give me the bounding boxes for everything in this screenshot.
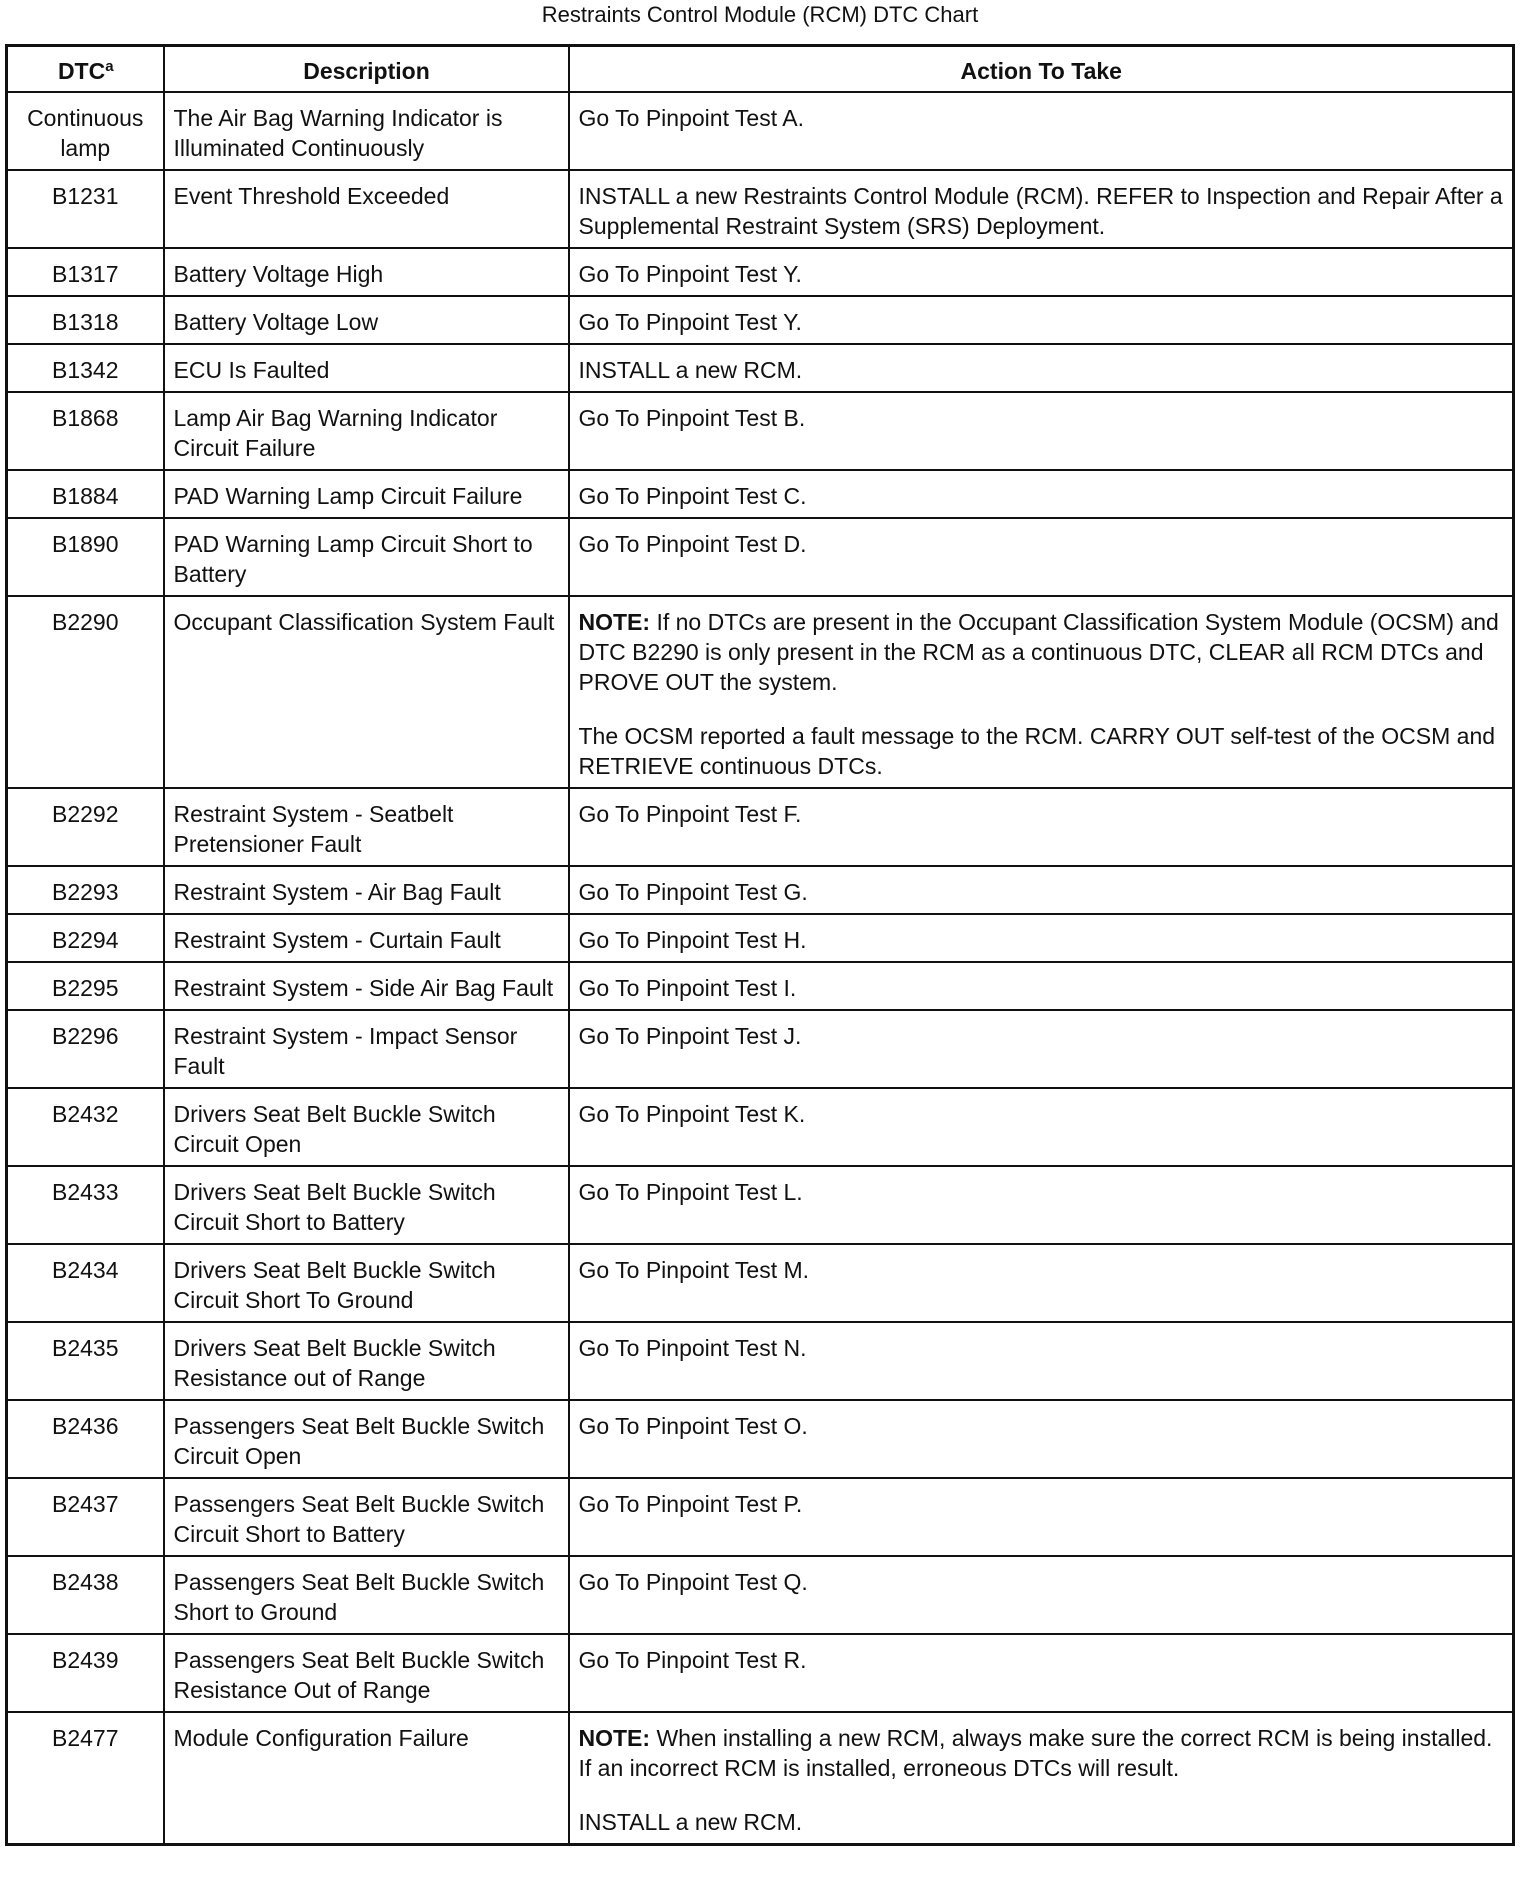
action-cell: Go To Pinpoint Test G. — [569, 866, 1514, 914]
description-cell: Battery Voltage High — [164, 248, 569, 296]
action-cell: INSTALL a new RCM. — [569, 344, 1514, 392]
table-row — [7, 1244, 1514, 1322]
action-cell: Go To Pinpoint Test L. — [569, 1166, 1514, 1244]
description-cell: Passengers Seat Belt Buckle Switch Circuit Open — [164, 1400, 569, 1478]
table-row — [7, 788, 1514, 866]
table-row — [7, 470, 1514, 518]
table-row — [7, 92, 1514, 170]
action-column-header: Action To Take — [569, 46, 1514, 93]
note-paragraph — [579, 607, 1505, 697]
description-cell: Module Configuration Failure — [164, 1712, 569, 1845]
dtc-code-cell: B2432 — [7, 1088, 164, 1166]
table-row — [7, 1478, 1514, 1556]
note-label: NOTE: — [578, 609, 651, 635]
description-cell: Drivers Seat Belt Buckle Switch Circuit Short to Battery — [164, 1166, 569, 1244]
dtc-code-cell: B1890 — [7, 518, 164, 596]
action-cell: Go To Pinpoint Test F. — [569, 788, 1514, 866]
dtc-code-cell: B2292 — [7, 788, 164, 866]
dtc-code-cell: B2434 — [7, 1244, 164, 1322]
dtc-table — [5, 44, 1515, 1846]
description-cell: Passengers Seat Belt Buckle Switch Short to Ground — [164, 1556, 569, 1634]
table-row — [7, 296, 1514, 344]
description-cell: Battery Voltage Low — [164, 296, 569, 344]
description-cell: Restraint System - Air Bag Fault — [164, 866, 569, 914]
action-cell: Go To Pinpoint Test Y. — [569, 296, 1514, 344]
table-row — [7, 596, 1514, 788]
description-cell: Restraint System - Side Air Bag Fault — [164, 962, 569, 1010]
action-cell — [569, 1712, 1514, 1845]
table-row — [7, 344, 1514, 392]
dtc-code-cell: B1231 — [7, 170, 164, 248]
note-paragraph — [579, 1723, 1505, 1783]
action-text: The OCSM reported a fault message to the RCM. CARRY OUT self-test of the OCSM and RETRIEVE continuous DTCs. — [578, 723, 1496, 779]
dtc-code-cell: B2439 — [7, 1634, 164, 1712]
action-cell: Go To Pinpoint Test B. — [569, 392, 1514, 470]
table-row — [7, 1322, 1514, 1400]
description-cell: Lamp Air Bag Warning Indicator Circuit Failure — [164, 392, 569, 470]
description-cell: PAD Warning Lamp Circuit Failure — [164, 470, 569, 518]
dtc-code-cell: B1318 — [7, 296, 164, 344]
dtc-code-cell: B2296 — [7, 1010, 164, 1088]
action-cell: Go To Pinpoint Test P. — [569, 1478, 1514, 1556]
dtc-code-cell: B2433 — [7, 1166, 164, 1244]
description-cell: Drivers Seat Belt Buckle Switch Resistance out of Range — [164, 1322, 569, 1400]
description-cell: Passengers Seat Belt Buckle Switch Circuit Short to Battery — [164, 1478, 569, 1556]
note-text: When installing a new RCM, always make sure the correct RCM is being installed. If an incorrect RCM is installed, erroneous DTCs will result. — [578, 1725, 1493, 1781]
dtc-footnote-marker: a — [105, 58, 114, 75]
action-cell: Go To Pinpoint Test I. — [569, 962, 1514, 1010]
table-row — [7, 1556, 1514, 1634]
action-cell: Go To Pinpoint Test O. — [569, 1400, 1514, 1478]
table-row — [7, 962, 1514, 1010]
dtc-code-cell: B2477 — [7, 1712, 164, 1845]
action-cell: Go To Pinpoint Test C. — [569, 470, 1514, 518]
action-text: INSTALL a new RCM. — [578, 1809, 803, 1835]
dtc-code-cell: B2437 — [7, 1478, 164, 1556]
description-cell: Restraint System - Impact Sensor Fault — [164, 1010, 569, 1088]
description-cell: Event Threshold Exceeded — [164, 170, 569, 248]
chart-title: Restraints Control Module (RCM) DTC Chart — [541, 2, 979, 27]
action-cell: Go To Pinpoint Test M. — [569, 1244, 1514, 1322]
dtc-column-header — [7, 46, 164, 93]
table-row — [7, 1400, 1514, 1478]
table-row — [7, 392, 1514, 470]
description-cell: Restraint System - Seatbelt Pretensioner Fault — [164, 788, 569, 866]
description-cell: Occupant Classification System Fault — [164, 596, 569, 788]
action-cell: Go To Pinpoint Test K. — [569, 1088, 1514, 1166]
dtc-code-cell: B2436 — [7, 1400, 164, 1478]
action-cell: INSTALL a new Restraints Control Module (RCM). REFER to Inspection and Repair After a Supplemental Restraint System (SRS) Deployment. — [569, 170, 1514, 248]
dtc-code-cell: B2438 — [7, 1556, 164, 1634]
dtc-code-cell: B2295 — [7, 962, 164, 1010]
table-row — [7, 518, 1514, 596]
header-row — [7, 46, 1514, 93]
note-label: NOTE: — [578, 1725, 651, 1751]
dtc-code-cell: Continuous lamp — [7, 92, 164, 170]
dtc-code-cell: B1342 — [7, 344, 164, 392]
table-row — [7, 248, 1514, 296]
description-cell: PAD Warning Lamp Circuit Short to Battery — [164, 518, 569, 596]
dtc-code-cell: B2290 — [7, 596, 164, 788]
description-column-header: Description — [164, 46, 569, 93]
action-cell: Go To Pinpoint Test R. — [569, 1634, 1514, 1712]
table-row — [7, 914, 1514, 962]
dtc-code-cell: B2294 — [7, 914, 164, 962]
action-cell: Go To Pinpoint Test H. — [569, 914, 1514, 962]
note-text: If no DTCs are present in the Occupant Classification System Module (OCSM) and DTC B2290 is only present in the RCM as a continuous DTC, CLEAR all RCM DTCs and PROVE OUT the system. — [578, 609, 1499, 695]
action-cell: Go To Pinpoint Test D. — [569, 518, 1514, 596]
table-row — [7, 1712, 1514, 1845]
description-cell: Drivers Seat Belt Buckle Switch Circuit Short To Ground — [164, 1244, 569, 1322]
dtc-code-cell: B1868 — [7, 392, 164, 470]
action-cell: Go To Pinpoint Test Q. — [569, 1556, 1514, 1634]
table-row — [7, 866, 1514, 914]
description-cell: The Air Bag Warning Indicator is Illuminated Continuously — [164, 92, 569, 170]
description-cell: Passengers Seat Belt Buckle Switch Resistance Out of Range — [164, 1634, 569, 1712]
table-row — [7, 170, 1514, 248]
table-row — [7, 1634, 1514, 1712]
table-row — [7, 1088, 1514, 1166]
description-cell: Drivers Seat Belt Buckle Switch Circuit Open — [164, 1088, 569, 1166]
dtc-code-cell: B2293 — [7, 866, 164, 914]
table-row — [7, 1166, 1514, 1244]
action-cell: Go To Pinpoint Test N. — [569, 1322, 1514, 1400]
dtc-code-cell: B2435 — [7, 1322, 164, 1400]
action-cell: Go To Pinpoint Test J. — [569, 1010, 1514, 1088]
dtc-code-cell: B1317 — [7, 248, 164, 296]
action-cell: Go To Pinpoint Test Y. — [569, 248, 1514, 296]
description-cell: ECU Is Faulted — [164, 344, 569, 392]
dtc-header-label: DTC — [57, 58, 106, 84]
table-row — [7, 1010, 1514, 1088]
action-cell: Go To Pinpoint Test A. — [569, 92, 1514, 170]
description-cell: Restraint System - Curtain Fault — [164, 914, 569, 962]
dtc-code-cell: B1884 — [7, 470, 164, 518]
action-cell — [569, 596, 1514, 788]
